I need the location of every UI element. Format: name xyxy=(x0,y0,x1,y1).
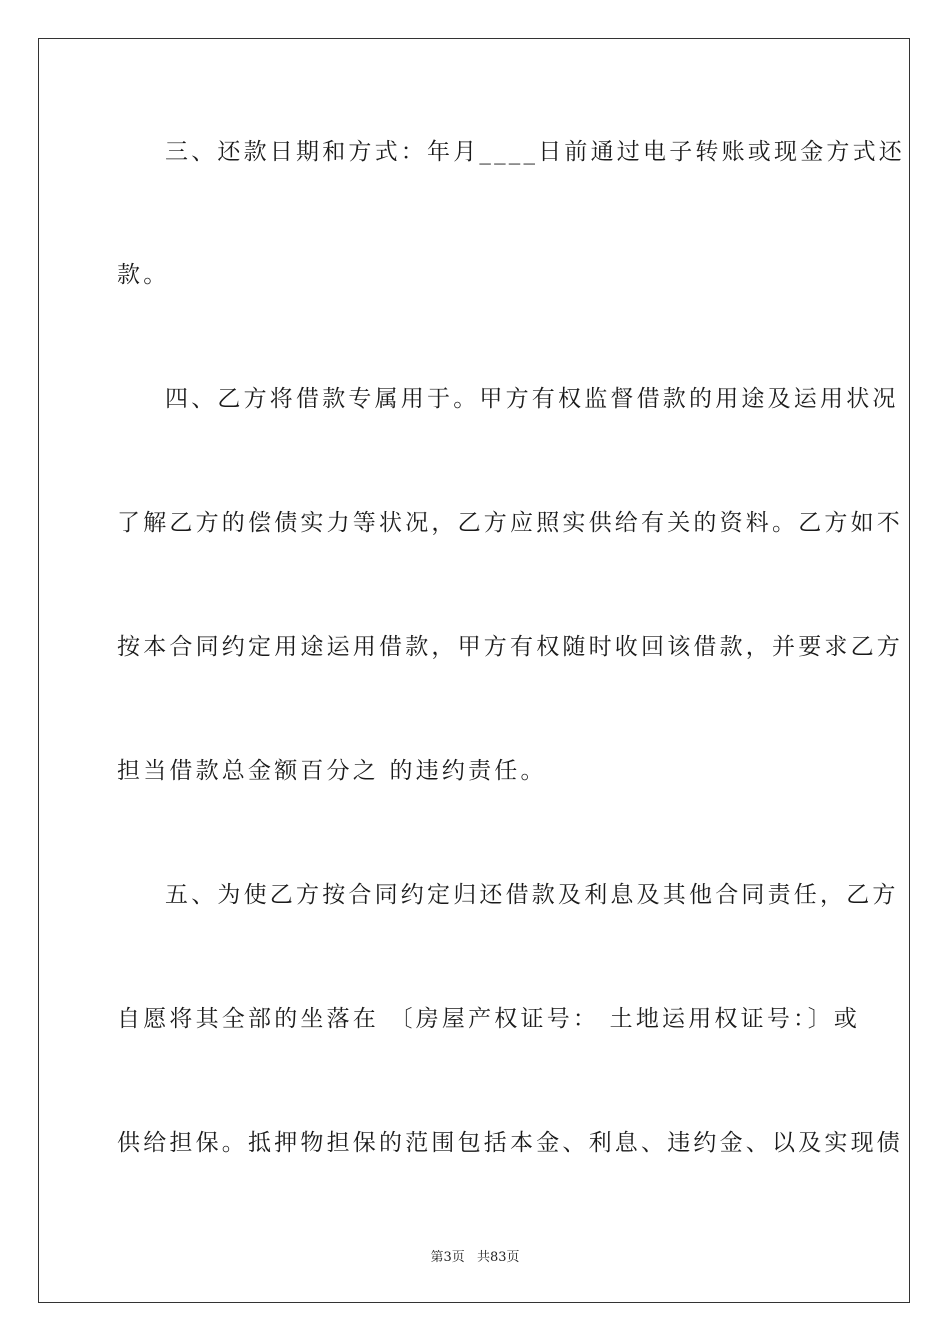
paragraph-3-line-1: 三、还款日期和方式：年月____日前通过电子转账或现金方式还 xyxy=(165,139,905,165)
paragraph-4-line-3: 按本合同约定用途运用借款，甲方有权随时收回该借款，并要求乙方 xyxy=(117,634,903,660)
total-pages: 共83页 xyxy=(476,1250,520,1265)
paragraph-3-line-2: 款。 xyxy=(117,262,170,288)
page-footer xyxy=(0,1246,950,1265)
paragraph-4-line-2: 了解乙方的偿债实力等状况，乙方应照实供给有关的资料。乙方如不 xyxy=(117,510,903,536)
paragraph-4-line-4: 担当借款总金额百分之 的违约责任。 xyxy=(117,758,547,784)
paragraph-5-line-2: 自愿将其全部的坐落在 〔房屋产权证号： 土地运用权证号：〕或 xyxy=(117,1006,861,1032)
paragraph-5-line-1: 五、为使乙方按合同约定归还借款及利息及其他合同责任，乙方 xyxy=(165,882,899,908)
paragraph-4-line-1: 四、乙方将借款专属用于。甲方有权监督借款的用途及运用状况 xyxy=(165,386,899,412)
page-border xyxy=(38,38,910,1303)
paragraph-5-line-3: 供给担保。抵押物担保的范围包括本金、利息、违约金、以及实现债 xyxy=(117,1130,903,1156)
page-number: 第3页 xyxy=(430,1250,465,1265)
